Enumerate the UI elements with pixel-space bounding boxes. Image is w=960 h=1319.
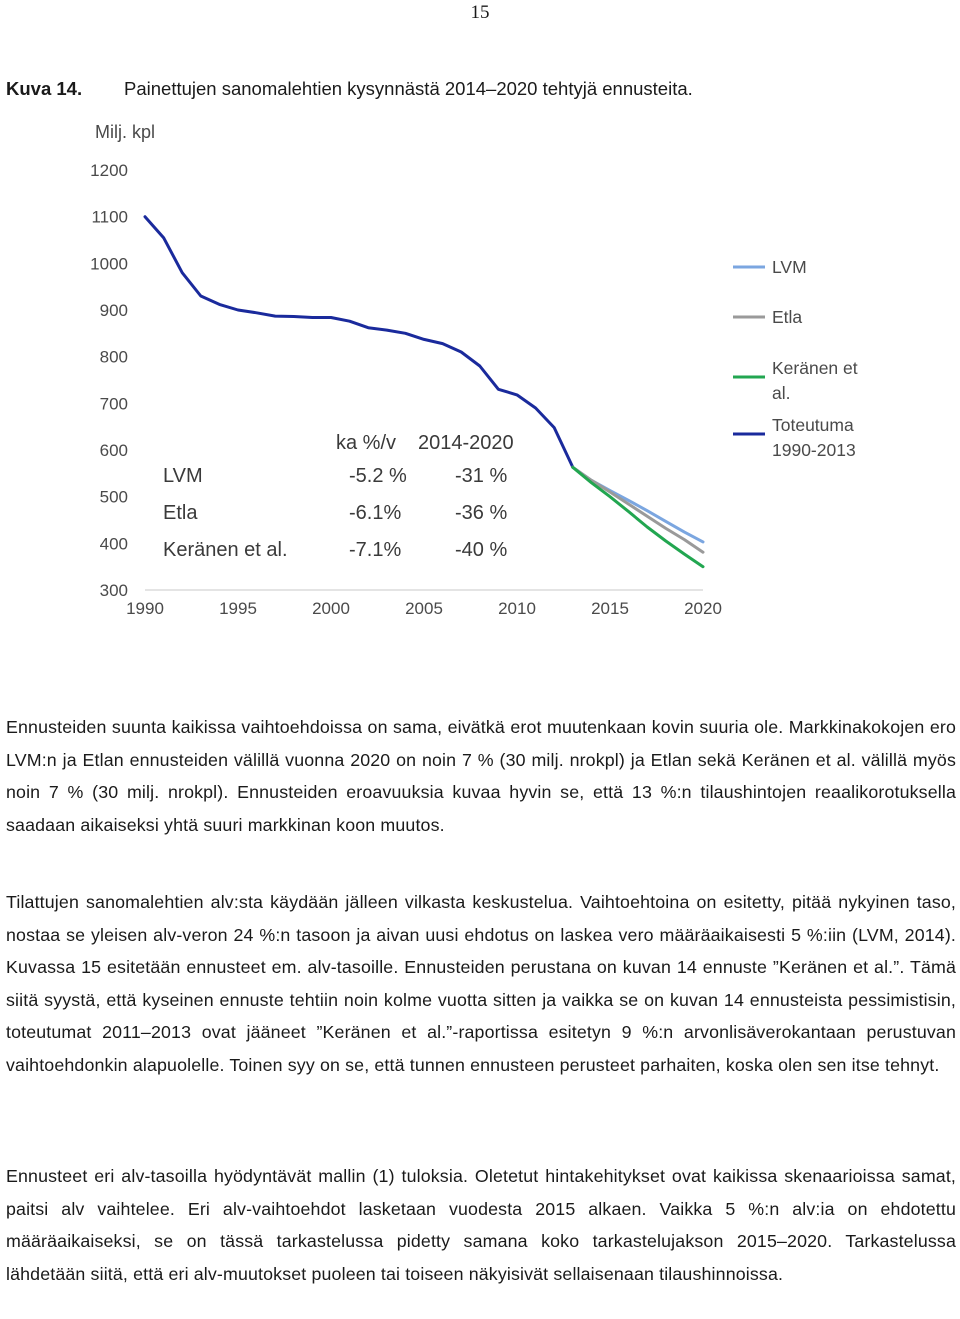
y-tick-label: 1200 xyxy=(90,161,128,180)
chart-series xyxy=(145,217,703,567)
body-paragraph-3 xyxy=(6,1160,956,1290)
y-tick-label: 1000 xyxy=(90,254,128,274)
series-line-0 xyxy=(573,467,703,542)
chart-legend xyxy=(733,257,858,460)
x-tick-label: 1990 xyxy=(126,599,164,618)
body-paragraph-2 xyxy=(6,886,956,1082)
annotation-row-total: -40 % xyxy=(455,539,508,561)
annotation-row-rate: -6.1% xyxy=(349,502,402,524)
y-tick-label: 800 xyxy=(99,347,128,367)
annotation-row-rate: -7.1% xyxy=(349,539,402,561)
x-tick-label: 2020 xyxy=(684,599,722,618)
x-tick-label: 2010 xyxy=(498,599,536,618)
x-tick-label: 2015 xyxy=(591,599,629,618)
legend-label-2: Keränen et al. xyxy=(772,358,858,403)
figure-caption-text: Painettujen sanomalehtien kysynnästä 2014–2020 tehtyjä ennusteita. xyxy=(124,78,693,99)
x-tick-label: 2000 xyxy=(312,599,350,618)
paragraph-text: Ennusteiden suunta kaikissa vaihtoehdoissa on sama, eivätkä erot muutenkaan kovin suuria ole. Markkinakokojen ero LVM:n ja Etlan ennusteiden välillä vuonna 2020 on noin 7 % (30 milj. nrokpl) ja Etlan sekä Keränen et al. välillä myös noin 7 % (30 milj. nrokpl). Ennusteiden eroavuuksia kuvaa hyvin se, että 13 %:n tilaushintojen reaalikorotuksella saadaan aikaiseksi yhtä suuri markkinan koon muutos. xyxy=(6,717,956,835)
annotation-row-total: -36 % xyxy=(455,502,508,524)
forecast-chart xyxy=(0,112,960,632)
legend-label-0: LVM xyxy=(772,257,807,277)
y-tick-label: 500 xyxy=(99,487,128,507)
body-paragraph-1 xyxy=(6,711,956,841)
y-tick-label: 400 xyxy=(99,534,128,554)
x-tick-label: 2005 xyxy=(405,599,443,618)
y-axis-unit: Milj. kpl xyxy=(95,122,156,142)
annotation-row-name: Etla xyxy=(163,502,198,524)
figure-label: Kuva 14. xyxy=(6,78,83,99)
annotation-row-name: Keränen et al. xyxy=(163,539,288,561)
paragraph-text: Ennusteet eri alv-tasoilla hyödyntävät mallin (1) tuloksia. Oletetut hintakehitykset ovat kaikissa skenaarioissa samat, paitsi alv vaihtelee. Eri alv-vaihtoehdot lasketaan vuodesta 2015 alkaen. Vaikka 5 %:n alv:ia on ehdotettu määräaikaiseksi, se on tässä tarkastelussa pidetty samana koko tarkastelujakson 2015–2020. Tarkastelussa lähdetään siitä, että eri alv-muutokset puoleen tai toiseen näkyisivät sellaisenaan tilaushinnoissa. xyxy=(6,1166,956,1284)
x-tick-label: 1995 xyxy=(219,599,257,618)
annotation-row-rate: -5.2 % xyxy=(349,465,407,487)
chart-annotation xyxy=(163,432,514,561)
page-number: 15 xyxy=(470,2,490,23)
annotation-header-rate: ka %/v xyxy=(336,432,397,454)
annotation-row-name: LVM xyxy=(163,465,203,487)
figure-caption xyxy=(6,78,693,100)
paragraph-text: Tilattujen sanomalehtien alv:sta käydään jälleen vilkasta keskustelua. Vaihtoehtoina on esitetty, pitää nykyinen taso, nostaa se yleisen alv-veron 24 %:n tasoon ja aivan uusi ehdotus on laskea vero määräaikaisesti 5 %:iin (LVM, 2014). Kuvassa 15 esitetään ennusteet em. alv-tasoille. Ennusteiden perustana on kuvan 14 ennuste ”Keränen et al.”. Tämä siitä syystä, että kyseinen ennuste tehtiin noin kolme vuotta sitten ja vaikka se on kuvan 14 ennusteista pessimistisin, toteutumat 2011–2013 ovat jääneet ”Keränen et al.”-raportissa esitetyn 9 %:n arvonlisäverokantaan perustuvan vaihtoehdonkin alapuolelle. Toinen syy on se, että tunnen ennusteen perusteet parhaiten, koska olen sen itse tehnyt. xyxy=(6,892,956,1075)
y-tick-label: 700 xyxy=(99,394,128,414)
series-line-3 xyxy=(145,217,573,468)
annotation-header-total: 2014-2020 xyxy=(418,432,514,454)
y-tick-label: 1100 xyxy=(91,207,128,227)
series-line-2 xyxy=(573,467,703,566)
legend-label-1: Etla xyxy=(772,307,803,327)
y-tick-label: 900 xyxy=(99,301,128,320)
legend-label-3: Toteutuma 1990-2013 xyxy=(772,415,856,460)
series-line-1 xyxy=(573,467,703,552)
y-tick-label: 600 xyxy=(99,441,128,460)
annotation-row-total: -31 % xyxy=(455,465,508,487)
y-tick-label: 300 xyxy=(99,581,128,600)
